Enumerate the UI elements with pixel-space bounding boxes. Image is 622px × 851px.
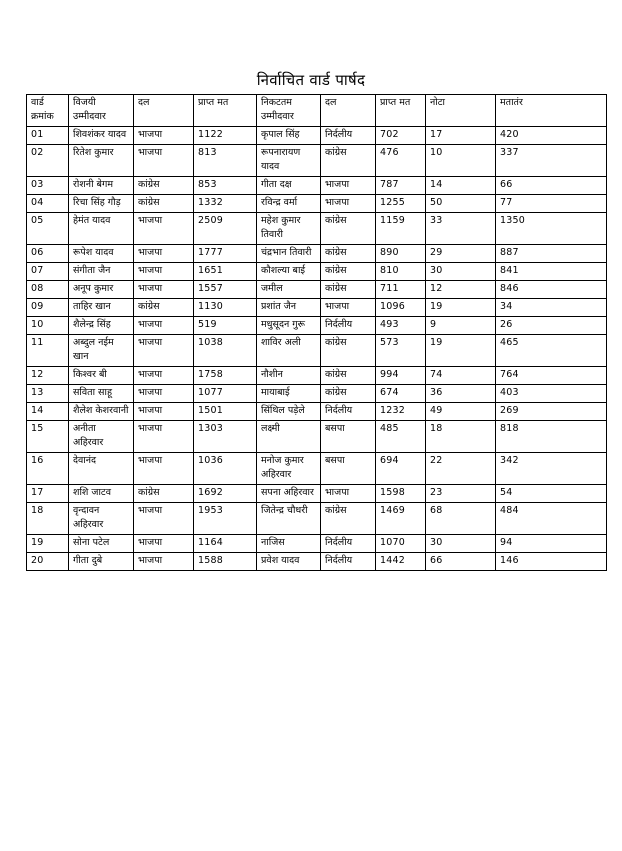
table-row [27, 421, 607, 453]
winner-cell: संगीता जैन [69, 263, 134, 281]
table-row [27, 385, 607, 403]
winner-cell: शशि जाटव [69, 485, 134, 503]
margin-cell: 484 [496, 503, 607, 535]
header-winner: विजयी उम्मीदवार [69, 95, 134, 127]
runner-up-votes-cell: 674 [376, 385, 426, 403]
winner-votes-cell: 1953 [194, 503, 257, 535]
winner-votes-cell: 1588 [194, 553, 257, 571]
winner-votes-cell: 1036 [194, 453, 257, 485]
ward-number-cell: 15 [27, 421, 69, 453]
winner-party-cell: भाजपा [134, 245, 194, 263]
winner-cell: ताहिर खान [69, 299, 134, 317]
winner-votes-cell: 1777 [194, 245, 257, 263]
table-row [27, 145, 607, 177]
winner-votes-cell: 813 [194, 145, 257, 177]
nota-cell: 22 [426, 453, 496, 485]
runner-up-votes-cell: 702 [376, 127, 426, 145]
margin-cell: 77 [496, 195, 607, 213]
runner-up-cell: महेश कुमार तिवारी [257, 213, 321, 245]
header-runner-up-votes: प्राप्त मत [376, 95, 426, 127]
header-nota: नोटा [426, 95, 496, 127]
runner-up-party-cell: भाजपा [321, 177, 376, 195]
nota-cell: 18 [426, 421, 496, 453]
winner-votes-cell: 1122 [194, 127, 257, 145]
ward-number-cell: 16 [27, 453, 69, 485]
winner-votes-cell: 1077 [194, 385, 257, 403]
nota-cell: 33 [426, 213, 496, 245]
winner-cell: सोना पटेल [69, 535, 134, 553]
runner-up-cell: चंद्रभान तिवारी [257, 245, 321, 263]
ward-number-cell: 18 [27, 503, 69, 535]
runner-up-votes-cell: 1469 [376, 503, 426, 535]
runner-up-cell: नौशीन [257, 367, 321, 385]
winner-cell: अब्दुल नईम खान [69, 335, 134, 367]
runner-up-cell: गीता दक्ष [257, 177, 321, 195]
winner-votes-cell: 1692 [194, 485, 257, 503]
table-row [27, 317, 607, 335]
runner-up-votes-cell: 1232 [376, 403, 426, 421]
runner-up-cell: प्रवेश यादव [257, 553, 321, 571]
table-row [27, 367, 607, 385]
nota-cell: 19 [426, 299, 496, 317]
runner-up-party-cell: कांग्रेस [321, 263, 376, 281]
nota-cell: 66 [426, 553, 496, 571]
runner-up-party-cell: भाजपा [321, 299, 376, 317]
runner-up-party-cell: निर्दलीय [321, 127, 376, 145]
winner-party-cell: भाजपा [134, 127, 194, 145]
winner-party-cell: भाजपा [134, 367, 194, 385]
runner-up-votes-cell: 485 [376, 421, 426, 453]
nota-cell: 17 [426, 127, 496, 145]
winner-party-cell: भाजपा [134, 403, 194, 421]
winner-party-cell: भाजपा [134, 213, 194, 245]
table-row [27, 335, 607, 367]
margin-cell: 146 [496, 553, 607, 571]
winner-cell: सविता साहू [69, 385, 134, 403]
ward-number-cell: 09 [27, 299, 69, 317]
winner-cell: रोशनी बेगम [69, 177, 134, 195]
runner-up-party-cell: भाजपा [321, 195, 376, 213]
runner-up-votes-cell: 1159 [376, 213, 426, 245]
runner-up-cell: प्रशांत जैन [257, 299, 321, 317]
runner-up-votes-cell: 1598 [376, 485, 426, 503]
runner-up-cell: शाविर अली [257, 335, 321, 367]
runner-up-party-cell: बसपा [321, 421, 376, 453]
runner-up-votes-cell: 1255 [376, 195, 426, 213]
runner-up-cell: कृपाल सिंह [257, 127, 321, 145]
ward-number-cell: 11 [27, 335, 69, 367]
margin-cell: 54 [496, 485, 607, 503]
runner-up-votes-cell: 810 [376, 263, 426, 281]
runner-up-votes-cell: 573 [376, 335, 426, 367]
runner-up-party-cell: भाजपा [321, 485, 376, 503]
winner-cell: शैलेश केशरवानी [69, 403, 134, 421]
runner-up-party-cell: कांग्रेस [321, 281, 376, 299]
winner-votes-cell: 1303 [194, 421, 257, 453]
runner-up-party-cell: निर्दलीय [321, 403, 376, 421]
runner-up-cell: मधुसूदन गुरू [257, 317, 321, 335]
runner-up-cell: कौशल्या बाई [257, 263, 321, 281]
runner-up-party-cell: कांग्रेस [321, 335, 376, 367]
winner-votes-cell: 1651 [194, 263, 257, 281]
runner-up-votes-cell: 711 [376, 281, 426, 299]
ward-number-cell: 02 [27, 145, 69, 177]
winner-votes-cell: 519 [194, 317, 257, 335]
table-row [27, 245, 607, 263]
margin-cell: 887 [496, 245, 607, 263]
runner-up-cell: सिंथिल पड़ेले [257, 403, 321, 421]
winner-party-cell: भाजपा [134, 535, 194, 553]
winner-votes-cell: 1332 [194, 195, 257, 213]
winner-party-cell: भाजपा [134, 453, 194, 485]
table-row [27, 177, 607, 195]
winner-cell: रिचा सिंह गौड़ [69, 195, 134, 213]
ward-number-cell: 08 [27, 281, 69, 299]
winner-party-cell: भाजपा [134, 263, 194, 281]
runner-up-party-cell: बसपा [321, 453, 376, 485]
winner-party-cell: भाजपा [134, 281, 194, 299]
margin-cell: 1350 [496, 213, 607, 245]
winner-party-cell: कांग्रेस [134, 177, 194, 195]
ward-number-cell: 19 [27, 535, 69, 553]
margin-cell: 34 [496, 299, 607, 317]
margin-cell: 818 [496, 421, 607, 453]
margin-cell: 764 [496, 367, 607, 385]
runner-up-party-cell: कांग्रेस [321, 385, 376, 403]
margin-cell: 403 [496, 385, 607, 403]
winner-votes-cell: 1557 [194, 281, 257, 299]
nota-cell: 14 [426, 177, 496, 195]
winner-cell: अनूप कुमार [69, 281, 134, 299]
ward-number-cell: 17 [27, 485, 69, 503]
margin-cell: 337 [496, 145, 607, 177]
winner-votes-cell: 1758 [194, 367, 257, 385]
winner-cell: गीता दुबे [69, 553, 134, 571]
nota-cell: 10 [426, 145, 496, 177]
runner-up-votes-cell: 787 [376, 177, 426, 195]
table-row [27, 403, 607, 421]
winner-votes-cell: 1130 [194, 299, 257, 317]
runner-up-party-cell: कांग्रेस [321, 367, 376, 385]
runner-up-cell: नाजिस [257, 535, 321, 553]
winner-cell: देवानंद [69, 453, 134, 485]
runner-up-party-cell: कांग्रेस [321, 245, 376, 263]
runner-up-votes-cell: 493 [376, 317, 426, 335]
winner-party-cell: भाजपा [134, 145, 194, 177]
runner-up-party-cell: कांग्रेस [321, 145, 376, 177]
header-winner-party: दल [134, 95, 194, 127]
ward-number-cell: 20 [27, 553, 69, 571]
winner-cell: किश्वर बी [69, 367, 134, 385]
winner-votes-cell: 2509 [194, 213, 257, 245]
runner-up-votes-cell: 1442 [376, 553, 426, 571]
table-row [27, 213, 607, 245]
margin-cell: 342 [496, 453, 607, 485]
ward-number-cell: 03 [27, 177, 69, 195]
ward-number-cell: 10 [27, 317, 69, 335]
table-row [27, 281, 607, 299]
header-margin: मतातंर [496, 95, 607, 127]
nota-cell: 30 [426, 263, 496, 281]
header-runner-up: निकटतम उम्मीदवार [257, 95, 321, 127]
table-row [27, 485, 607, 503]
margin-cell: 846 [496, 281, 607, 299]
winner-party-cell: भाजपा [134, 385, 194, 403]
winner-cell: रितेश कुमार [69, 145, 134, 177]
runner-up-cell: जितेन्द्र चौधरी [257, 503, 321, 535]
table-body [27, 127, 607, 571]
winner-cell: हेमंत यादव [69, 213, 134, 245]
runner-up-cell: रूपनारायण यादव [257, 145, 321, 177]
winner-party-cell: भाजपा [134, 503, 194, 535]
runner-up-party-cell: निर्दलीय [321, 317, 376, 335]
winner-party-cell: कांग्रेस [134, 195, 194, 213]
header-runner-up-party: दल [321, 95, 376, 127]
winner-cell: अनीता अहिरवार [69, 421, 134, 453]
nota-cell: 74 [426, 367, 496, 385]
winner-party-cell: कांग्रेस [134, 485, 194, 503]
table-header-row [27, 95, 607, 127]
ward-number-cell: 14 [27, 403, 69, 421]
runner-up-party-cell: निर्दलीय [321, 535, 376, 553]
runner-up-votes-cell: 994 [376, 367, 426, 385]
margin-cell: 94 [496, 535, 607, 553]
table-row [27, 127, 607, 145]
table-row [27, 195, 607, 213]
runner-up-votes-cell: 1070 [376, 535, 426, 553]
runner-up-cell: सपना अहिरवार [257, 485, 321, 503]
winner-votes-cell: 1038 [194, 335, 257, 367]
runner-up-party-cell: निर्दलीय [321, 553, 376, 571]
ward-number-cell: 01 [27, 127, 69, 145]
margin-cell: 420 [496, 127, 607, 145]
table-row [27, 299, 607, 317]
margin-cell: 66 [496, 177, 607, 195]
winner-cell: शैलेन्द्र सिंह [69, 317, 134, 335]
table-row [27, 553, 607, 571]
runner-up-votes-cell: 476 [376, 145, 426, 177]
winner-cell: वृन्दावन अहिरवार [69, 503, 134, 535]
winner-votes-cell: 1164 [194, 535, 257, 553]
runner-up-cell: मायाबाई [257, 385, 321, 403]
header-winner-votes: प्राप्त मत [194, 95, 257, 127]
margin-cell: 465 [496, 335, 607, 367]
ward-results-table [26, 94, 607, 571]
runner-up-cell: मनोज कुमार अहिरवार [257, 453, 321, 485]
ward-number-cell: 12 [27, 367, 69, 385]
nota-cell: 9 [426, 317, 496, 335]
nota-cell: 30 [426, 535, 496, 553]
nota-cell: 29 [426, 245, 496, 263]
table-row [27, 503, 607, 535]
ward-number-cell: 04 [27, 195, 69, 213]
winner-party-cell: भाजपा [134, 553, 194, 571]
winner-cell: शिवशंकर यादव [69, 127, 134, 145]
nota-cell: 19 [426, 335, 496, 367]
table-row [27, 263, 607, 281]
nota-cell: 12 [426, 281, 496, 299]
table-row [27, 535, 607, 553]
ward-number-cell: 13 [27, 385, 69, 403]
margin-cell: 841 [496, 263, 607, 281]
runner-up-party-cell: कांग्रेस [321, 503, 376, 535]
runner-up-cell: लक्ष्मी [257, 421, 321, 453]
margin-cell: 269 [496, 403, 607, 421]
runner-up-votes-cell: 694 [376, 453, 426, 485]
nota-cell: 68 [426, 503, 496, 535]
ward-number-cell: 05 [27, 213, 69, 245]
winner-votes-cell: 853 [194, 177, 257, 195]
page-title: निर्वाचित वार्ड पार्षद [256, 71, 366, 89]
runner-up-votes-cell: 890 [376, 245, 426, 263]
runner-up-cell: जमील [257, 281, 321, 299]
runner-up-cell: रविन्द्र वर्मा [257, 195, 321, 213]
runner-up-votes-cell: 1096 [376, 299, 426, 317]
winner-party-cell: कांग्रेस [134, 299, 194, 317]
table-row [27, 453, 607, 485]
nota-cell: 50 [426, 195, 496, 213]
runner-up-party-cell: कांग्रेस [321, 213, 376, 245]
ward-number-cell: 06 [27, 245, 69, 263]
nota-cell: 49 [426, 403, 496, 421]
winner-party-cell: भाजपा [134, 421, 194, 453]
nota-cell: 36 [426, 385, 496, 403]
header-ward-number: वार्ड क्रमांक [27, 95, 69, 127]
margin-cell: 26 [496, 317, 607, 335]
winner-votes-cell: 1501 [194, 403, 257, 421]
winner-cell: रूपेश यादव [69, 245, 134, 263]
winner-party-cell: भाजपा [134, 335, 194, 367]
nota-cell: 23 [426, 485, 496, 503]
ward-number-cell: 07 [27, 263, 69, 281]
winner-party-cell: भाजपा [134, 317, 194, 335]
